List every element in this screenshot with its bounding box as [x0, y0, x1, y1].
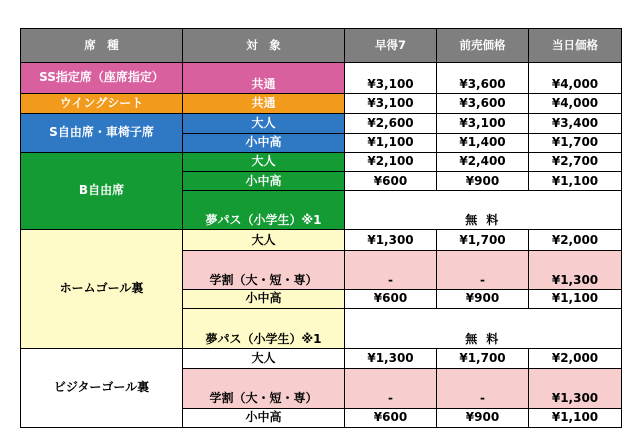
table-row [21, 229, 622, 250]
sameday-price: ¥2,000 [529, 348, 622, 368]
sameday-price: ¥2,000 [529, 229, 622, 250]
seat-wing: ウイングシート [21, 93, 183, 113]
target-cell: 夢パス（小学生）※1 [183, 309, 345, 349]
sameday-price: ¥3,400 [529, 114, 622, 133]
target-cell: 大人 [183, 348, 345, 368]
seat-visitor-goal: ビジターゴール裏 [21, 348, 183, 427]
early-price: - [345, 251, 437, 290]
target-cell: 大人 [183, 114, 345, 133]
early-price: ¥1,100 [345, 133, 437, 152]
free-label: 無 料 [345, 309, 622, 349]
header-sameday: 当日価格 [529, 29, 622, 63]
early-price: - [345, 369, 437, 409]
sameday-price: ¥1,300 [529, 251, 622, 290]
early-price: ¥1,300 [345, 229, 437, 250]
target-cell: 大人 [183, 229, 345, 250]
sameday-price: ¥2,700 [529, 152, 622, 171]
target-cell: 小中高 [183, 289, 345, 308]
target-cell: 共通 [183, 62, 345, 93]
advance-price: ¥1,700 [437, 229, 529, 250]
early-price: ¥600 [345, 289, 437, 308]
advance-price: - [437, 251, 529, 290]
target-cell: 大人 [183, 152, 345, 171]
early-price: ¥2,100 [345, 152, 437, 171]
advance-price: ¥1,400 [437, 133, 529, 152]
sameday-price: ¥1,100 [529, 408, 622, 427]
advance-price: - [437, 369, 529, 409]
sameday-price: ¥4,000 [529, 62, 622, 93]
advance-price: ¥3,100 [437, 114, 529, 133]
sameday-price: ¥1,700 [529, 133, 622, 152]
target-cell: 小中高 [183, 408, 345, 427]
free-label: 無 料 [345, 191, 622, 230]
sameday-price: ¥1,300 [529, 369, 622, 409]
header-advance: 前売価格 [437, 29, 529, 63]
seat-b-free: B自由席 [21, 152, 183, 229]
seat-ss: SS指定席（座席指定） [21, 62, 183, 93]
table-row [21, 152, 622, 171]
advance-price: ¥900 [437, 172, 529, 191]
target-cell: 小中高 [183, 133, 345, 152]
header-row [21, 29, 622, 63]
early-price: ¥2,600 [345, 114, 437, 133]
target-cell: 共通 [183, 93, 345, 113]
price-table [20, 28, 622, 428]
advance-price: ¥900 [437, 408, 529, 427]
sameday-price: ¥1,100 [529, 289, 622, 308]
early-price: ¥3,100 [345, 93, 437, 113]
early-price: ¥600 [345, 408, 437, 427]
table-row [21, 62, 622, 93]
seat-home-goal: ホームゴール裏 [21, 229, 183, 348]
header-target: 対 象 [183, 29, 345, 63]
table-row [21, 93, 622, 113]
sameday-price: ¥1,100 [529, 172, 622, 191]
seat-s-free: S自由席・車椅子席 [21, 114, 183, 153]
advance-price: ¥2,400 [437, 152, 529, 171]
header-seat-type: 席 種 [21, 29, 183, 63]
early-price: ¥3,100 [345, 62, 437, 93]
advance-price: ¥1,700 [437, 348, 529, 368]
early-price: ¥600 [345, 172, 437, 191]
early-price: ¥1,300 [345, 348, 437, 368]
table-row [21, 114, 622, 133]
target-cell: 学割（大・短・専） [183, 251, 345, 290]
advance-price: ¥3,600 [437, 62, 529, 93]
advance-price: ¥900 [437, 289, 529, 308]
header-early: 早得7 [345, 29, 437, 63]
target-cell: 夢パス（小学生）※1 [183, 191, 345, 230]
advance-price: ¥3,600 [437, 93, 529, 113]
target-cell: 小中高 [183, 172, 345, 191]
sameday-price: ¥4,000 [529, 93, 622, 113]
target-cell: 学割（大・短・専） [183, 369, 345, 409]
table-row [21, 348, 622, 368]
